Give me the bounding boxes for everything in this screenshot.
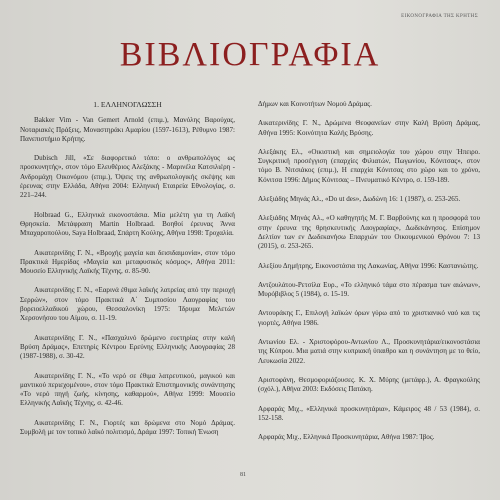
bibliography-entry: Holbraad G., Ελληνικά εικονοστάσια. Μία μελέτη για τη Λαϊκή Θρησκεία. Μετάφραση Martin Holbraad. Βοηθοί έρευνας Άννα Μπαχαροπούλου, Saya Holbraad, Σπάρτη Κούλης, Αθήνα 1998: Τροχαλία. xyxy=(20,210,235,238)
bibliography-entry: Αικατερινίδης Γ. Ν., Γιορτές και δρώμενα στο Νομό Δράμας. Συμβολή με τον τοπικό λαϊκό πολιτισμό, Δράμα 1997: Τοπική Ένωση xyxy=(20,418,235,437)
bibliography-entry: Αρφαράς Μιχ., Ελληνικά Προσκυνητάρια, Αθήνα 1987: Ίβος. xyxy=(258,433,435,442)
bibliography-entry: Αλεξιάδης Μηνάς Αλ., «Ο καθηγητής Μ. Γ. Βαρβούνης και η προσφορά του στην έρευνα της θρησκευτικής Λαογραφίας», Δωδεκάνησος. Επίσημον Δελτίον των εν Δωδεκανήσω Επαρχιών του Οικουμενικού Θρόνου 7: 13 (2015), σ. 253-265. xyxy=(258,214,480,251)
bibliography-entry: Dubisch Jill, «Σε διαφορετικό τόπο: ο ανθρωπολόγος ως προσκυνητής», στον τόμο Ελευθέριος Αλεξάκης - Μαρινέλα Κατσιλιέρη - Ανδρομάχη Οικονόμου (επιμ.), Όψεις της ανθρωπολογικής σκέψης και έρευνας στην Ελλάδα, Αθήνα 2004: Ελληνική Εταιρεία Εθνολογίας, σ. 221–244. xyxy=(20,154,235,200)
bibliography-entry-continuation: Δήμων και Κοινοτήτων Νομού Δράμας. xyxy=(258,100,372,108)
section-heading: 1. ΕΛΛΗΝΟΓΛΩΣΣΗ xyxy=(93,100,162,109)
bibliography-entry: Αικατερινίδης Γ. Ν., «Εαρινά έθιμα λαϊκής λατρείας από την περιοχή Σερρών», στον τόμο Πρακτικά Α΄ Συμποσίου Λαογραφίας του βορειοελλαδικού χώρου, Θεσσαλονίκη 1975: Ίδρυμα Μελετών Χερσονήσου του Αίμου, σ. 11-19. xyxy=(20,286,235,323)
bibliography-entry: Bakker Vim - Van Gemert Arnold (επιμ.), Μανόλης Βαρούχας, Νοταριακές Πράξεις, Μοναστηράκι Αμαρίου (1597-1613), Ρέθυμνο 1987: Πανεπιστήμιο Κρήτης. xyxy=(20,116,235,143)
bibliography-entry: Αικατερινίδης Γ. Ν., «Πασχαλινό δρώμενο ευετηρίας στην καλή Βρύση Δράμας», Επετηρίς Κέντρου Ερεύνης Ελληνικής Λαογραφίας 28 (1987-1988), σ. 30-42. xyxy=(20,333,235,361)
bibliography-entry: Αρφαράς Μιχ., «Ελληνικά προσκυνητάρια», Κάμειρος 48 / 53 (1984), σ. 152-158. xyxy=(258,404,480,422)
bibliography-entry: Αντωνίου Ελ. - Χριστοφόρου-Αντωνίου Λ., Προσκυνητάρια/εικονοστάσια της Κύπρου. Μια ματιά στην κυπριακή ύπαιθρο και η συνάντηση με το θείο, Λευκωσία 2022. xyxy=(258,338,480,365)
right-column xyxy=(258,100,480,452)
bibliography-entry: Αριστοφάνη, Θεσμοφοριάζουσες. Κ. Χ. Μύρης (μετάφρ.), Α. Φραγκούλης (σχόλ.), Αθήνα 2003: Εκδόσεις Πατάκη. xyxy=(258,375,480,394)
bibliography-entry: Αλεξίου Δημήτρης, Εικονοστάσια της Λακωνίας, Αθήνα 1996: Καστανιώτης. xyxy=(258,261,479,270)
left-column xyxy=(20,100,235,447)
bibliography-entry: Αλεξάκης Ελ., «Οικιστική και σημειολογία του χώρου στην Ήπειρο. Συγκριτική προσέγγιση (επαρχίες Φιλιατών, Πωγωνίου, Κόνιτσας», στον τόμο Β. Νιτσιάκος (επιμ.), Η επαρχία Κόνιτσας στο χώρο και το χρόνο, Κόνιτσα 1996: Δήμος Κόνιτσας – Πνευματικό Κέντρο, σ. 159-189. xyxy=(258,147,480,184)
running-header: ΕΙΚΟΝΟΓΡΑΦΙΑ ΤΗΣ ΚΡΗΤΗΣ xyxy=(401,14,478,19)
bibliography-entry: Αικατερινίδης Γ. Ν., «Βροχής μαγεία και δεισιδαιμονία», στον τόμο Πρακτικά Ημερίδας «Μαγεία και μεταφυσικός κόσμος», Αθήνα 2011: Μουσείο Ελληνικής Λαϊκής Τέχνης, σ. 85-90. xyxy=(20,248,235,276)
page-title: ΒΙΒΛΙΟΓΡΑΦΙΑ xyxy=(119,36,381,73)
bibliography-entry: Αντζουλάτου-Ρετσίλα Ευρ., «Το ελληνικό τάμα στο πέρασμα των αιώνων», Μυρόβιβλος 5 (1984), σ. 15-19. xyxy=(258,280,480,299)
page-number: 81 xyxy=(240,472,246,478)
bibliography-entry: Αικατερινίδης Γ. Ν., Δρώμενα Θεοφανείων στην Καλή Βρύση Δράμας, Αθήνα 1995: Κοινότητα Καλής Βρύσης. xyxy=(258,119,480,137)
bibliography-entry: Αντουράκης Γ., Επιλογή λαϊκών όρων γύρω από το χριστιανικό ναό και τις γιορτές, Αθήνα 1986. xyxy=(258,309,480,327)
bibliography-entry: Αικατερινίδης Γ. Ν., «Το νερό σε έθιμα λατρευτικού, μαγικού και μαντικού περιεχομένου», στον τόμο Πρακτικά Επιστημονικής συνάντησης «Το νερό πηγή ζωής, κίνησης, καθαρμού», Αθήνα 1999: Μουσείο Ελληνικής Λαϊκής Τέχνης, σ. 42-46. xyxy=(20,371,235,408)
bibliography-entry: Αλεξιάδης Μηνάς Αλ., «Do ut des», Δωδώνη 16: 1 (1987), σ. 253-265. xyxy=(258,195,461,204)
